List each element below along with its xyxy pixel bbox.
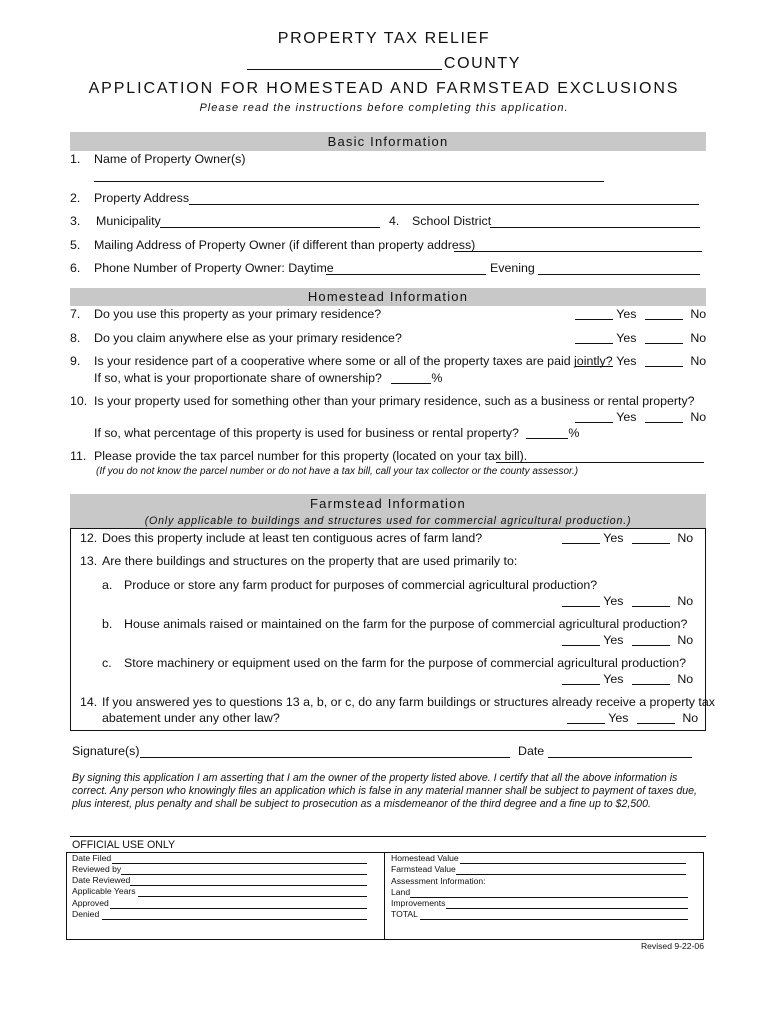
- q7-number: 7.: [70, 307, 81, 321]
- no-label: No: [677, 531, 694, 545]
- q8-yes-field[interactable]: [575, 331, 613, 344]
- percent-sign: %: [568, 426, 580, 440]
- official-column-divider: [384, 852, 385, 940]
- q4-label: School District: [412, 214, 492, 228]
- official-right-item: Improvements: [391, 898, 446, 908]
- q13b-no-field[interactable]: [632, 633, 670, 646]
- official-left-item: Denied: [72, 909, 100, 919]
- q13a-yes-field[interactable]: [562, 594, 600, 607]
- certification-statement: By signing this application I am asserting that I am the owner of the property listed above. I certify that all the above information is correct. Any person who knowingly files an application which is false in any material manner shall be subject to payment of taxes due, plus interest, plus penalty and shall be subject to prosecution as a misdemeanor of the third degree and a fine up to $2,500.: [72, 772, 697, 810]
- homestead-info-heading: Homestead Information: [70, 288, 706, 306]
- parcel-number-field[interactable]: [496, 462, 704, 463]
- q9-number: 9.: [70, 354, 81, 368]
- improvements-field[interactable]: [446, 908, 688, 909]
- evening-phone-field[interactable]: [538, 274, 700, 275]
- q7-no-field[interactable]: [645, 307, 683, 320]
- date-reviewed-field[interactable]: [130, 885, 367, 886]
- mailing-address-field[interactable]: [454, 251, 702, 252]
- q10-percent-label: If so, what percentage of this property is used for business or rental property?: [94, 426, 519, 440]
- form-title: PROPERTY TAX RELIEF: [277, 30, 491, 47]
- q11-note: (If you do not know the parcel number or do not have a tax bill, call your tax collector or the county assessor.): [96, 466, 579, 477]
- q12-no-field[interactable]: [632, 531, 670, 544]
- yes-label: Yes: [616, 354, 637, 368]
- q3-number: 3.: [70, 214, 81, 228]
- official-right-item: TOTAL: [391, 909, 418, 919]
- yes-label: Yes: [603, 531, 624, 545]
- q8-number: 8.: [70, 331, 81, 345]
- q2-number: 2.: [70, 191, 81, 205]
- q13-label: Are there buildings and structures on the property that are used primarily to:: [102, 554, 518, 568]
- yes-label: Yes: [603, 633, 624, 647]
- q9-share-label: If so, what is your proportionate share of ownership?: [94, 371, 382, 385]
- official-right-item: Assessment Information:: [391, 876, 486, 886]
- q1-number: 1.: [70, 152, 81, 166]
- farmstead-info-heading: Farmstead Information: [310, 496, 466, 511]
- q5-number: 5.: [70, 238, 81, 252]
- farmstead-subheading: (Only applicable to buildings and structures used for commercial agricultural production.): [144, 515, 632, 527]
- q9-no-field[interactable]: [645, 354, 683, 367]
- q14-no-field[interactable]: [637, 711, 675, 724]
- farmstead-value-field[interactable]: [456, 874, 686, 875]
- official-left-item: Date Reviewed: [72, 875, 131, 885]
- official-left-item: Applicable Years: [72, 886, 136, 896]
- q2-label: Property Address: [94, 191, 190, 205]
- q1-label: Name of Property Owner(s): [94, 152, 246, 166]
- q8-no-field[interactable]: [645, 331, 683, 344]
- q10-percent-row: [94, 426, 579, 440]
- q13c-letter: c.: [102, 656, 112, 670]
- property-address-field[interactable]: [189, 204, 699, 205]
- q9-share-field[interactable]: [391, 371, 431, 384]
- county-label: COUNTY: [443, 55, 522, 72]
- no-label: No: [690, 410, 707, 424]
- q13c-no-field[interactable]: [632, 672, 670, 685]
- official-left-item: Approved: [72, 898, 109, 908]
- q13c-label: Store machinery or equipment used on the farm for the purpose of commercial agricultural production?: [124, 656, 686, 670]
- no-label: No: [677, 633, 694, 647]
- q13b-letter: b.: [102, 617, 113, 631]
- land-field[interactable]: [410, 897, 688, 898]
- reviewed-by-field[interactable]: [121, 874, 367, 875]
- q11-label: Please provide the tax parcel number for this property (located on your tax bill).: [94, 449, 528, 463]
- q9-share-row: [94, 371, 442, 385]
- q10-percent-field[interactable]: [526, 426, 568, 439]
- official-right-item: Land: [391, 887, 411, 897]
- yes-label: Yes: [616, 331, 637, 345]
- q7-yes-field[interactable]: [575, 307, 613, 320]
- evening-label: Evening: [490, 261, 535, 275]
- school-district-field[interactable]: [490, 227, 700, 228]
- date-label: Date: [518, 744, 545, 758]
- q11-number: 11.: [70, 449, 87, 463]
- q8-yes-no: [575, 331, 706, 345]
- date-filed-field[interactable]: [112, 863, 367, 864]
- yes-label: Yes: [616, 307, 637, 321]
- q14-continued: abatement under any other law?: [102, 711, 280, 725]
- yes-label: Yes: [603, 672, 624, 686]
- q4-number: 4.: [389, 214, 400, 228]
- q12-number: 12.: [80, 531, 98, 545]
- q13a-yes-no: [562, 594, 693, 608]
- official-divider: [70, 836, 706, 837]
- q7-yes-no: [575, 307, 706, 321]
- q14-yes-no: [567, 711, 698, 725]
- q6-label: Phone Number of Property Owner: Daytime: [94, 261, 334, 275]
- q10-yes-no: [575, 410, 706, 424]
- yes-label: Yes: [603, 594, 624, 608]
- signature-field[interactable]: [140, 757, 510, 758]
- no-label: No: [682, 711, 699, 725]
- basic-info-heading: Basic Information: [70, 132, 706, 151]
- q10-label: Is your property used for something other than your primary residence, such as a business or rental property?: [94, 394, 695, 408]
- q13b-label: House animals raised or maintained on the farm for the purpose of commercial agricultural production?: [124, 617, 688, 631]
- q12-label: Does this property include at least ten contiguous acres of farm land?: [102, 531, 483, 545]
- q9-yes-field[interactable]: [575, 354, 613, 367]
- total-field[interactable]: [420, 919, 688, 920]
- applicable-years-field[interactable]: [138, 896, 367, 897]
- instructions-note: Please read the instructions before completing this application.: [199, 102, 569, 114]
- denied-field[interactable]: [102, 919, 367, 920]
- q14-yes-field[interactable]: [567, 711, 605, 724]
- q14-number: 14.: [80, 695, 98, 709]
- owner-name-field[interactable]: [94, 181, 604, 182]
- q6-number: 6.: [70, 261, 81, 275]
- q10-number: 10.: [70, 394, 88, 408]
- homestead-value-field[interactable]: [460, 863, 686, 864]
- q9-label: Is your residence part of a cooperative where some or all of the property taxes are paid jointly?: [94, 354, 613, 368]
- percent-sign: %: [431, 371, 443, 385]
- signature-date-field[interactable]: [548, 757, 692, 758]
- q5-label: Mailing Address of Property Owner (if different than property address): [94, 238, 476, 252]
- no-label: No: [690, 307, 707, 321]
- municipality-field[interactable]: [160, 227, 380, 228]
- no-label: No: [690, 331, 707, 345]
- form-subtitle: APPLICATION FOR HOMESTEAD AND FARMSTEAD EXCLUSIONS: [88, 80, 680, 97]
- yes-label: Yes: [608, 711, 629, 725]
- q12-yes-field[interactable]: [562, 531, 600, 544]
- yes-label: Yes: [616, 410, 637, 424]
- signature-label: Signature(s): [72, 744, 140, 758]
- county-line: [0, 55, 768, 73]
- q13-number: 13.: [80, 554, 98, 568]
- official-use-heading: OFFICIAL USE ONLY: [72, 839, 176, 851]
- no-label: No: [677, 672, 694, 686]
- official-right-item: Homestead Value: [391, 853, 459, 863]
- q7-label: Do you use this property as your primary residence?: [94, 307, 382, 321]
- q10-no-field[interactable]: [645, 410, 683, 423]
- official-right-item: Farmstead Value: [391, 864, 456, 874]
- q13c-yes-no: [562, 672, 693, 686]
- q8-label: Do you claim anywhere else as your primary residence?: [94, 331, 402, 345]
- revision-date: Revised 9-22-06: [640, 941, 704, 951]
- q13a-label: Produce or store any farm product for purposes of commercial agricultural production?: [124, 578, 598, 592]
- approved-field[interactable]: [110, 908, 367, 909]
- q14-label: If you answered yes to questions 13 a, b, or c, do any farm buildings or structures already receive a property tax: [102, 695, 715, 709]
- no-label: No: [677, 594, 694, 608]
- q3-label: Municipality: [96, 214, 161, 228]
- county-blank[interactable]: [247, 55, 442, 70]
- q10-yes-field[interactable]: [575, 410, 613, 423]
- q13b-yes-field[interactable]: [562, 633, 600, 646]
- q9-yes-no: [575, 354, 706, 368]
- q12-yes-no: [562, 531, 693, 545]
- daytime-phone-field[interactable]: [326, 274, 486, 275]
- official-left-item: Reviewed by: [72, 864, 122, 874]
- q13a-no-field[interactable]: [632, 594, 670, 607]
- q13b-yes-no: [562, 633, 693, 647]
- q13c-yes-field[interactable]: [562, 672, 600, 685]
- official-left-item: Date Filed: [72, 853, 112, 863]
- q13a-letter: a.: [102, 578, 113, 592]
- no-label: No: [690, 354, 707, 368]
